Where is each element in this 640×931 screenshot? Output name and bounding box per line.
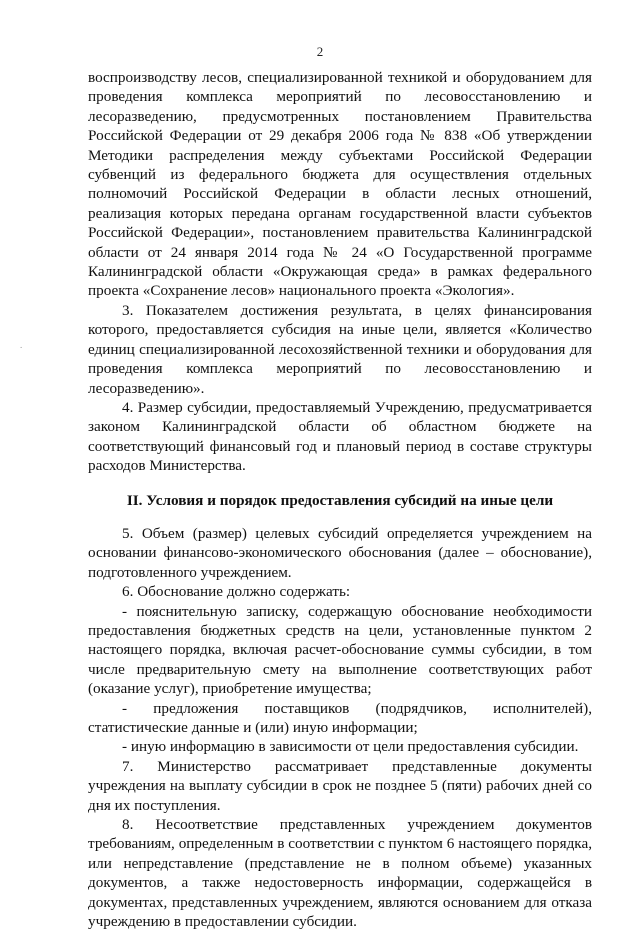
paragraph-8: 8. Несоответствие представленных учреждением документов требованиям, определенным в соответствии с пунктом 6 настоящего порядка, или непредставление (представление не в полном объеме) указанных документов, а также недостоверность информации, содержащейся в документах, представленных учреждением, являются основанием для отказа учреждению в предоставлении субсидии. [88,816,592,931]
list-item-explanatory-note: - пояснительную записку, содержащую обоснование необходимости предоставления бюджетных средств на цели, установленные пунктом 2 настоящего порядка, включая расчет-обоснование суммы субсидии, в том числе предварительную смету на выполнение соответствующих работ (оказание услуг), приобретение имущества; [88,602,592,698]
paragraph-5: 5. Объем (размер) целевых субсидий определяется учреждением на основании финансово-экономического обоснования (далее – обоснование), подготовленного учреждением. [88,524,592,581]
paragraph-4: 4. Размер субсидии, предоставляемый Учреждению, предусматривается законом Калининградской области об областном бюджете на соответствующий финансовый год и плановый период в составе структуры расходов Министерства. [88,398,592,475]
margin-mark: . [20,340,23,350]
list-item-other-info: - иную информацию в зависимости от цели предоставления субсидии. [122,738,579,756]
paragraph-6: 6. Обоснование должно содержать: [122,583,351,601]
document-body [88,68,592,931]
paragraph-7: 7. Министерство рассматривает представленные документы учреждения на выплату субсидии в срок не позднее 5 (пяти) рабочих дней со дня их поступления. [88,757,592,814]
paragraph-3: 3. Показателем достижения результата, в целях финансирования которого, предоставляется субсидия на иные цели, является «Количество единиц специализированной лесохозяйственной техники и оборудования для проведения комплекса мероприятий по лесовосстановлению и лесоразведению». [88,301,592,397]
paragraph-continuation: воспроизводству лесов, специализированной техникой и оборудованием для проведения комплекса мероприятий по лесовосстановлению и лесоразведению, предусмотренных постановлением Правительства Российской Федерации от 29 декабря 2006 года № 838 «Об утверждении Методики распределения между субъектами Российской Федерации субвенций из федерального бюджета для осуществления отдельных полномочий Российской Федерации в области лесных отношений, реализация которых передана органам государственной власти субъектов Российской Федерации», постановлением правительства Калининградской области от 24 января 2014 года № 24 «О Государственной программе Калининградской области «Окружающая среда» в рамках федерального проекта «Сохранение лесов» национального проекта «Экология». [88,69,592,300]
page-number: 2 [316,44,324,59]
section-heading: II. Условия и порядок предоставления субсидий на иные цели [126,491,554,509]
list-item-supplier-offers: - предложения поставщиков (подрядчиков, исполнителей), статистические данные и (или) иную информации; [88,699,592,736]
